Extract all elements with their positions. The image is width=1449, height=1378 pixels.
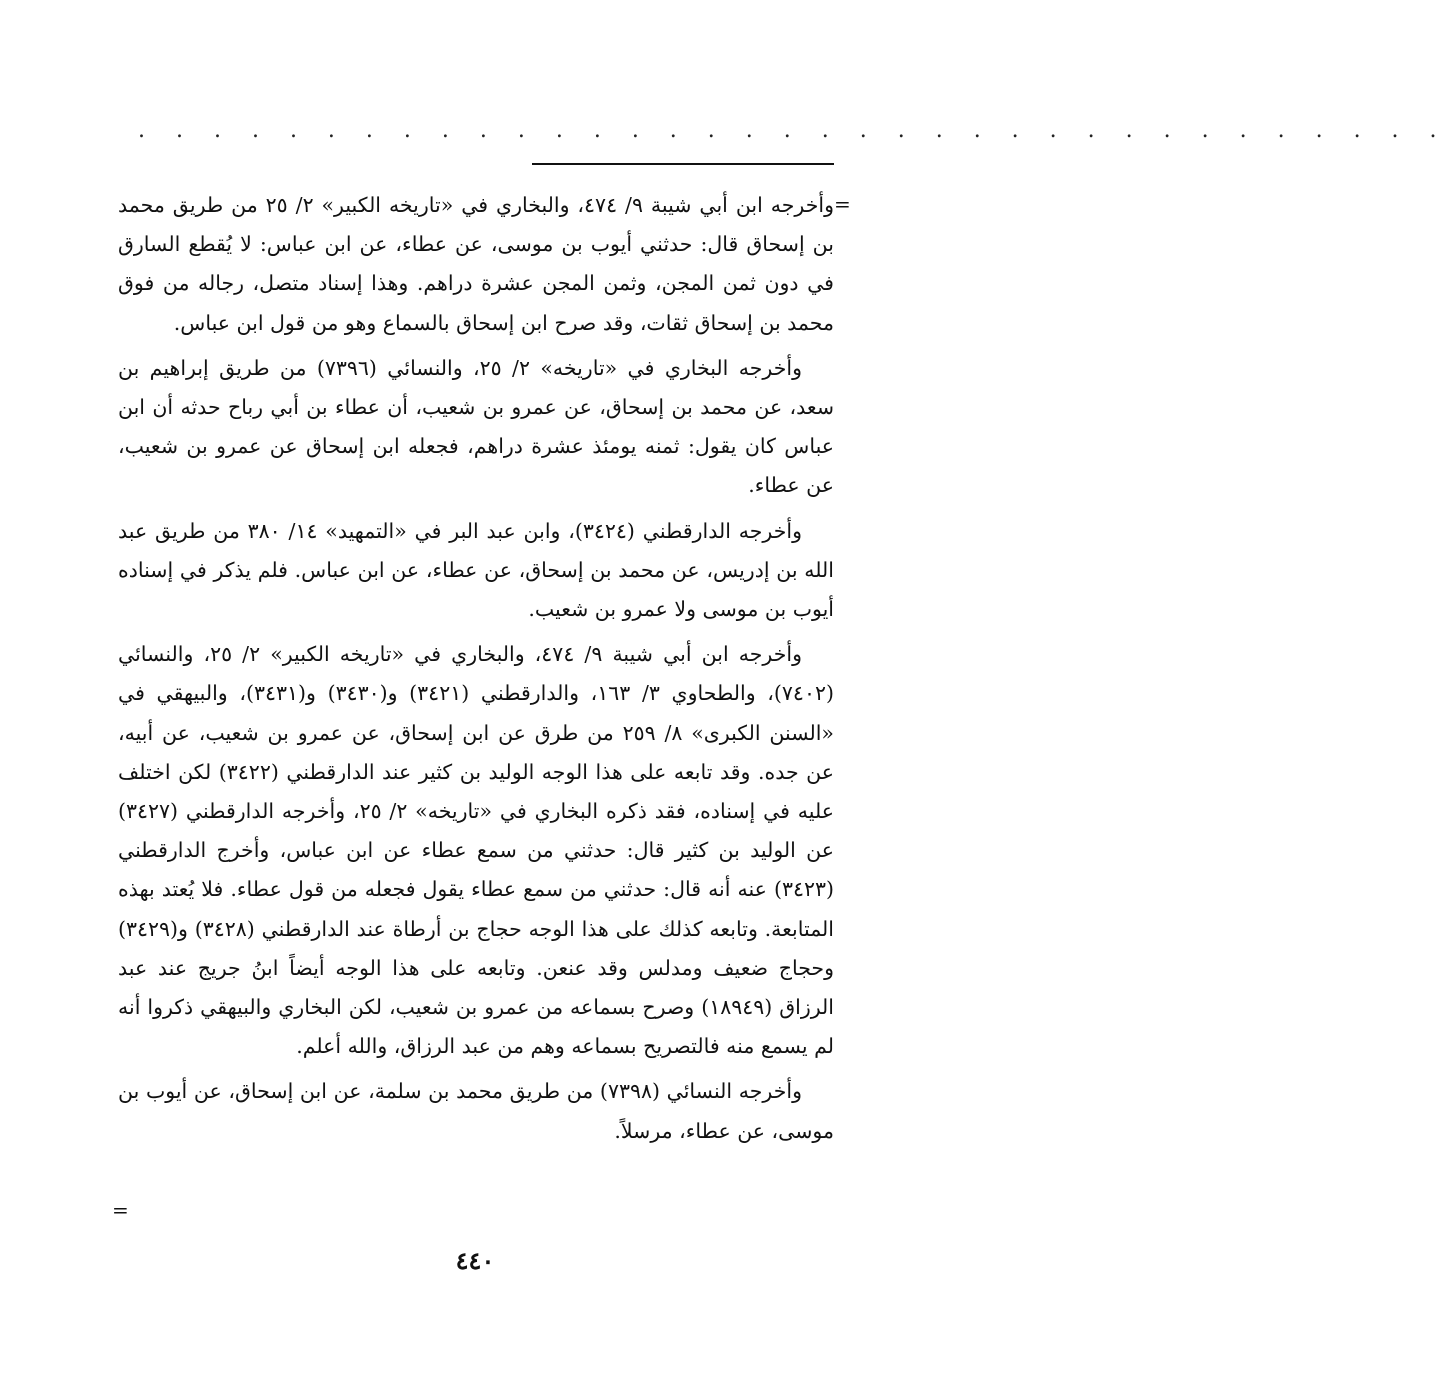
continuation-marker-start: =	[834, 192, 851, 216]
footnote-paragraph: وأخرجه البخاري في «تاريخه» ٢/ ٢٥، والنسائي (٧٣٩٦) من طريق إبراهيم بن سعد، عن محمد بن إسحاق، عن عمرو بن شعيب، أن عطاء بن أبي رباح حدثه أن ابن عباس كان يقول: ثمنه يومئذ عشرة دراهم، فجعله ابن إسحاق عن عمرو بن شعيب، عن عطاء.	[118, 355, 834, 498]
footnote-rule	[532, 163, 834, 165]
header-dotted-separator: . . . . . . . . . . . . . . . . . . . . . . . . . . . . . . . . . . .	[138, 118, 1449, 143]
page-number: ٤٤٠	[455, 1246, 495, 1275]
footnote-paragraph: وأخرجه النسائي (٧٣٩٨) من طريق محمد بن سلمة، عن ابن إسحاق، عن أيوب بن موسى، عن عطاء، مرسلاً.	[118, 1079, 834, 1143]
continuation-marker-end: =	[112, 1198, 129, 1222]
footnote-paragraph: وأخرجه الدارقطني (٣٤٢٤)، وابن عبد البر في «التمهيد» ١٤/ ٣٨٠ من طريق عبد الله بن إدريس، عن محمد بن إسحاق، عن عطاء، عن ابن عباس. فلم يذكر في إسناده أيوب بن موسى ولا عمرو بن شعيب.	[118, 518, 834, 622]
footnote-paragraph: وأخرجه ابن أبي شيبة ٩/ ٤٧٤، والبخاري في «تاريخه الكبير» ٢/ ٢٥ من طريق محمد بن إسحاق قال: حدثني أيوب بن موسى، عن عطاء، عن ابن عباس: لا يُقطع السارق في دون ثمن المجن، وثمن المجن عشرة دراهم. وهذا إسناد متصل، رجاله من فوق محمد بن إسحاق ثقات، وقد صرح ابن إسحاق بالسماع وهو من قول ابن عباس.	[118, 193, 835, 335]
footnote-body	[118, 186, 834, 1157]
footnote-paragraph: وأخرجه ابن أبي شيبة ٩/ ٤٧٤، والبخاري في «تاريخه الكبير» ٢/ ٢٥، والنسائي (٧٤٠٢)، والطحاوي ٣/ ١٦٣، والدارقطني (٣٤٢١) و(٣٤٣٠) و(٣٤٣١)، والبيهقي في «السنن الكبرى» ٨/ ٢٥٩ من طرق عن ابن إسحاق، عن عمرو بن شعيب، عن أبيه، عن جده. وقد تابعه على هذا الوجه الوليد بن كثير عند الدارقطني (٣٤٢٢) لكن اختلف عليه في إسناده، فقد ذكره البخاري في «تاريخه» ٢/ ٢٥، وأخرجه الدارقطني (٣٤٢٧) عن الوليد بن كثير قال: حدثني من سمع عطاء عن ابن عباس، وأخرج الدارقطني (٣٤٢٣) عنه أنه قال: حدثني من سمع عطاء يقول فجعله من قول عطاء. فلا يُعتد بهذه المتابعة. وتابعه كذلك على هذا الوجه حجاج بن أرطاة عند الدارقطني (٣٤٢٨) و(٣٤٢٩) وحجاج ضعيف ومدلس وقد عنعن. وتابعه على هذا الوجه أيضاً ابنُ جريج عند عبد الرزاق (١٨٩٤٩) وصرح بسماعه من عمرو بن شعيب، لكن البخاري والبيهقي ذكروا أنه لم يسمع منه فالتصريح بسماعه وهم من عبد الرزاق، والله أعلم.	[118, 642, 835, 1059]
